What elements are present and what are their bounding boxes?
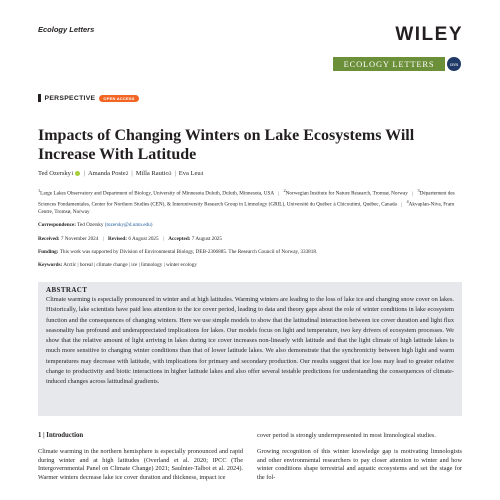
accepted-label: Accepted:	[168, 236, 191, 242]
affiliation: Akvaplan-Niva, Fram Centre, Tromsø, Norway	[38, 201, 455, 216]
affil-separator: |	[401, 201, 403, 208]
author-name[interactable]: Ted Ozersky	[38, 170, 71, 177]
affil-sup: 4	[406, 199, 409, 205]
date-separator: |	[162, 236, 164, 242]
correspondence-name: Ted Ozersky	[77, 222, 104, 228]
affil-sup: 3	[417, 188, 420, 193]
author-separator: |	[131, 170, 133, 177]
journal-banner	[333, 57, 445, 71]
author-name[interactable]: Eva Leu	[178, 170, 201, 177]
type-bar	[38, 94, 41, 102]
author-list	[38, 170, 203, 177]
abstract-box	[38, 282, 462, 416]
abstract-text: Climate warming is especially pronounced in winter and at high latitudes. Warming winters are leading to the loss of lake ice and changing snow cover on lakes. Historically, lake scientists have paid less attention to the ice cover period, leading to data and theory gaps about the role of winter conditions in lake ecosystem function and the consequences of changing winters. Here we use simple models to show that the latitudinal interaction between ice cover duration and light flux seasonality has profound and underappreciated implications for lakes. Our models focus on light and temperature, two key drivers of ecosystem processes. We show that the relative amount of light arriving in lakes during ice cover increases non-linearly with latitude and that the light climate of high latitude lakes is much more sensitive to changing winter conditions than that of lower latitude lakes. We also demonstrate that the synchronicity between high light and warm temperatures may decrease with latitude, with implications for primary and secondary production. Our results suggest that ice loss may lead to greater relative change to productivity and biotic interactions in higher latitude lakes and also offer several testable predictions for understanding the consequences of climate-induced changes across latitudinal gradients.	[46, 296, 454, 386]
affiliations	[38, 187, 462, 217]
keywords-text: Arctic | boreal | climate change | ice | limnology | winter ecology	[63, 262, 197, 268]
article-type	[38, 94, 139, 102]
article-type-label: PERSPECTIVE	[44, 94, 96, 102]
author-name[interactable]: Amanda Poste	[87, 170, 126, 177]
affil-sup: 2	[283, 188, 286, 193]
author-sup: 2	[125, 170, 129, 177]
correspondence-email-link[interactable]: (tozersky@d.umn.edu)	[104, 222, 153, 228]
affil-separator: |	[412, 190, 414, 197]
body-column-right	[257, 432, 462, 490]
article-title: Impacts of Changing Winters on Lake Ecosystems Will Increase With Latitude	[38, 127, 415, 163]
publisher-logo: WILEY	[395, 24, 463, 45]
correspondence	[38, 222, 152, 229]
body-column-left	[38, 432, 243, 490]
affil-separator: |	[278, 190, 280, 197]
section-heading: 1 | Introduction	[38, 432, 84, 439]
body-paragraph: cover period is strongly underrepresented in most limnological studies.	[257, 432, 436, 439]
funding	[38, 249, 317, 256]
orcid-icon[interactable]	[75, 171, 80, 176]
received-date: 7 November 2024	[60, 236, 99, 242]
affiliation: Département des Sciences Fondamentales, Center for Northern Studies (CEN), & Interuniversity Research Group in Limnology (GRIL), Université du Québec à Chicoutimi, Québec, Canada	[38, 190, 455, 208]
author-name[interactable]: Milla Rautio	[135, 170, 169, 177]
date-separator: |	[102, 236, 104, 242]
correspondence-label: Correspondence:	[38, 222, 76, 228]
keywords	[38, 262, 197, 269]
journal-name: Ecology Letters	[38, 25, 95, 34]
revised-label: Revised:	[108, 236, 128, 242]
revised-date: 6 August 2025	[128, 236, 159, 242]
author-sup: 3	[168, 170, 172, 177]
funding-text: This work was supported by Division of Environmental Biology, DEB-2306885. The Research Council of Norway, 333818.	[59, 249, 318, 255]
accepted-date: 7 August 2025	[191, 236, 222, 242]
received-label: Received:	[38, 236, 60, 242]
society-logo-icon: cnrs	[447, 57, 461, 71]
affiliation: Norwegian Institute for Nature Research, Tromsø, Norway	[285, 190, 408, 197]
affil-sup: 1	[38, 188, 41, 193]
author-separator: |	[174, 170, 176, 177]
author-separator: |	[83, 170, 85, 177]
banner-text: ECOLOGY LETTERS	[343, 59, 435, 69]
author-sup: 4	[200, 170, 204, 177]
affiliation: Large Lakes Observatory and Department of Biology, University of Minnesota Duluth, Duluth, Minnesota, USA	[40, 190, 274, 197]
body-paragraph: Growing recognition of this winter knowledge gap is motivating limnologists and other environmental researchers to pay closer attention to winter and how winter conditions shape terrestrial and aquatic ecosystems and set the stage for the fol-	[257, 448, 462, 481]
author-sup: 1	[70, 170, 74, 177]
article-dates	[38, 236, 222, 243]
abstract-heading: ABSTRACT	[46, 286, 88, 294]
funding-label: Funding:	[38, 249, 59, 255]
keywords-label: Keywords:	[38, 262, 63, 268]
body-paragraph: Climate warming in the northern hemisphere is especially pronounced and rapid during winter and at high latitudes (Overland et al. 2020; IPCC (The Intergovernmental Panel on Climate Change) 2021; Saulnier-Talbot et al. 2024). Warmer winters decrease lake ice cover duration and thickness, impact ice	[38, 448, 243, 481]
open-access-badge[interactable]: OPEN ACCESS	[99, 95, 138, 102]
